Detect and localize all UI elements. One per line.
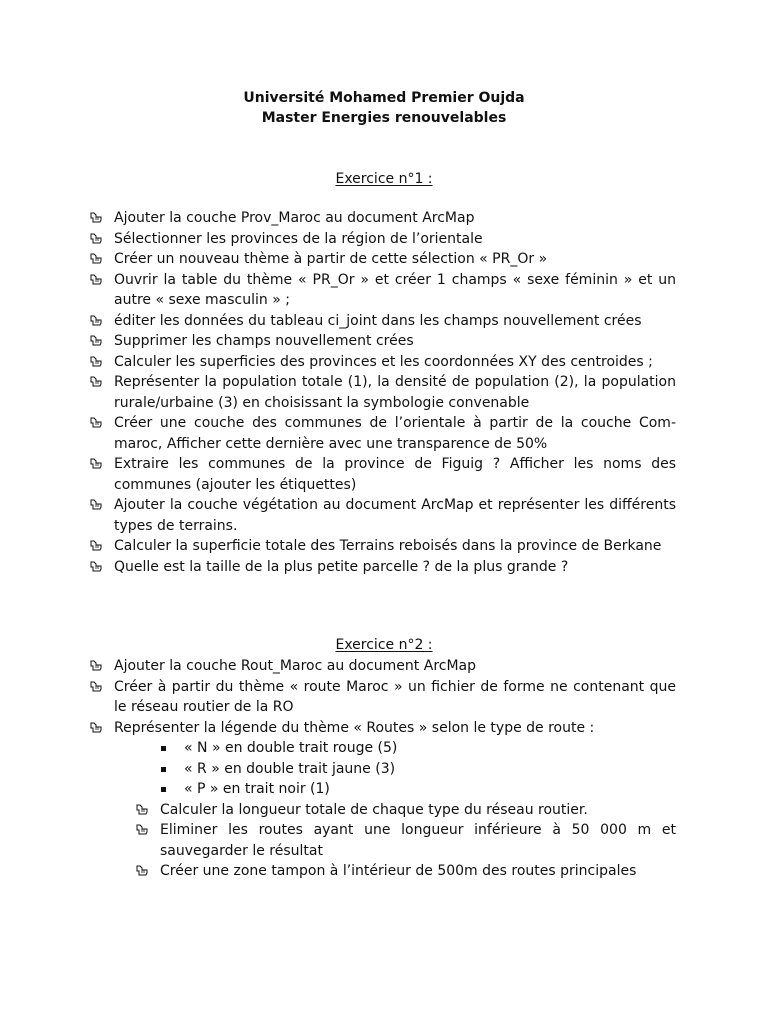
list-item: Créer un nouveau thème à partir de cette sélection « PR_Or » (0, 249, 768, 270)
list-item: Ouvrir la table du thème « PR_Or » et créer 1 champs « sexe féminin » et un autre « sexe masculin » ; (0, 270, 768, 311)
pointing-hand-icon (136, 820, 150, 840)
pointing-hand-icon (90, 270, 104, 290)
pointing-hand-icon (90, 656, 104, 676)
pointing-hand-icon (90, 372, 104, 392)
pointing-hand-icon (136, 861, 150, 881)
pointing-hand-icon (90, 249, 104, 269)
pointing-hand-icon (136, 800, 150, 820)
pointing-hand-icon (90, 718, 104, 738)
square-bullet-icon (161, 746, 166, 751)
list-item: Supprimer les champs nouvellement crées (0, 331, 768, 352)
list-item: Quelle est la taille de la plus petite parcelle ? de la plus grande ? (0, 557, 768, 578)
list-item: Eliminer les routes ayant une longueur inférieure à 50 000 m et sauvegarder le résultat (0, 820, 768, 861)
pointing-hand-icon (90, 413, 104, 433)
pointing-hand-icon (90, 454, 104, 474)
legend-item: « N » en double trait rouge (5) (0, 738, 768, 759)
list-item: Représenter la population totale (1), la densité de population (2), la population rurale/urbaine (3) en choisissant la symbologie convenable (0, 372, 768, 413)
list-item: Sélectionner les provinces de la région de l’orientale (0, 229, 768, 250)
list-item: Extraire les communes de la province de Figuig ? Afficher les noms des communes (ajouter les étiquettes) (0, 454, 768, 495)
list-item: Créer une couche des communes de l’orientale à partir de la couche Com-maroc, Afficher cette dernière avec une transparence de 50% (0, 413, 768, 454)
pointing-hand-icon (90, 536, 104, 556)
university-name: Université Mohamed Premier Oujda (243, 90, 525, 106)
pointing-hand-icon (90, 229, 104, 249)
pointing-hand-icon (90, 311, 104, 331)
list-item: Calculer la superficie totale des Terrains reboisés dans la province de Berkane (0, 536, 768, 557)
pointing-hand-icon (90, 331, 104, 351)
master-name: Master Energies renouvelables (261, 110, 507, 126)
square-bullet-icon (161, 767, 166, 772)
legend-item: « R » en double trait jaune (3) (0, 759, 768, 780)
list-item: Ajouter la couche végétation au document ArcMap et représenter les différents types de terrains. (0, 495, 768, 536)
list-item: Calculer les superficies des provinces et les coordonnées XY des centroides ; (0, 352, 768, 373)
pointing-hand-icon (90, 208, 104, 228)
pointing-hand-icon (90, 677, 104, 697)
exercise-1-title: Exercice n°1 : (335, 171, 433, 187)
list-item: Créer à partir du thème « route Maroc » un fichier de forme ne contenant que le réseau routier de la RO (0, 677, 768, 718)
exercise-1-list (0, 208, 768, 577)
list-item: Représenter la légende du thème « Routes » selon le type de route : (0, 718, 768, 739)
pointing-hand-icon (90, 352, 104, 372)
list-item: Calculer la longueur totale de chaque type du réseau routier. (0, 800, 768, 821)
exercise-2-title: Exercice n°2 : (335, 637, 433, 653)
pointing-hand-icon (90, 557, 104, 577)
list-item: Ajouter la couche Prov_Maroc au document ArcMap (0, 208, 768, 229)
legend-item: « P » en trait noir (1) (0, 779, 768, 800)
exercise-2-list (0, 656, 768, 882)
list-item: Ajouter la couche Rout_Maroc au document ArcMap (0, 656, 768, 677)
list-item: éditer les données du tableau ci_joint dans les champs nouvellement crées (0, 311, 768, 332)
pointing-hand-icon (90, 495, 104, 515)
list-item: Créer une zone tampon à l’intérieur de 500m des routes principales (0, 861, 768, 882)
square-bullet-icon (161, 787, 166, 792)
document-header (0, 88, 768, 128)
